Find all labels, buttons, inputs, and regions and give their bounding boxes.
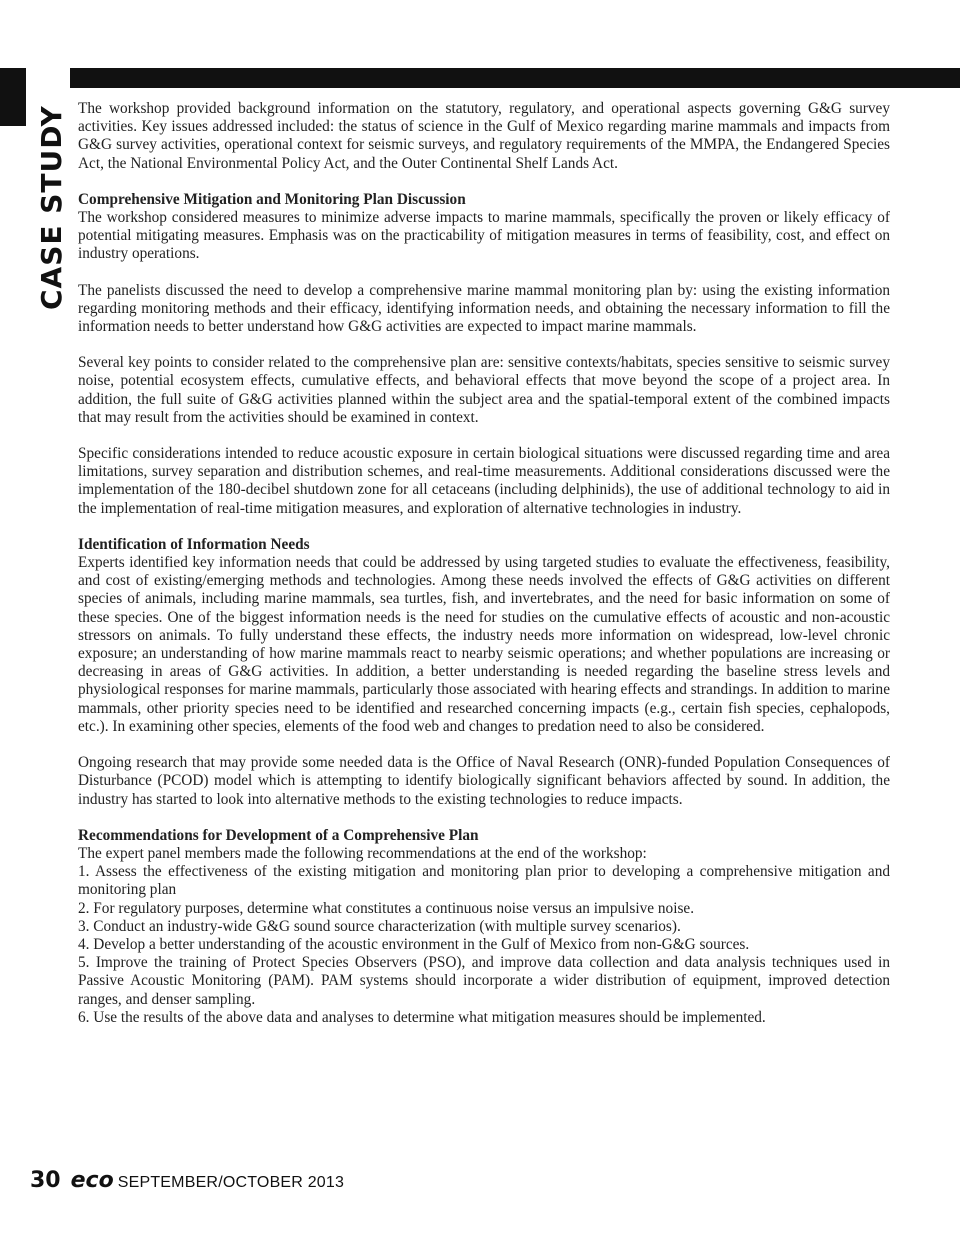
intro-paragraph: The workshop provided background information on the statutory, regulatory, and operational aspects governing G&G survey activities. Key issues addressed included: the status of science in the Gulf of Mexico regarding marine mammals and impacts from G&G survey activities, operational context for seismic surveys, and regulatory requirements of the MMPA, the Endangered Species Act, the National Environmental Policy Act, and the Outer Continental Shelf Lands Act. [78, 100, 890, 172]
header-rule [70, 68, 960, 88]
case-study-tab [0, 30, 66, 310]
list-item: 4. Develop a better understanding of the acoustic environment in the Gulf of Mexico from non-G&G sources. [78, 935, 750, 953]
magazine-logo: eco [70, 1168, 114, 1193]
recommendations-intro: The expert panel members made the following recommendations at the end of the workshop: [78, 844, 647, 862]
section-heading: Recommendations for Development of a Comprehensive Plan [78, 826, 479, 844]
paragraph: Specific considerations intended to reduce acoustic exposure in certain biological situations were discussed regarding time and area limitations, survey separation and distribution schemes, and real-time measurements. Additional considerations discussed were the implementation of the 180-decibel shutdown zone for all cetaceans (including delphinids), the use of additional technology to aid in the implementation of real-time mitigation measures, and exploration of alternative technologies in industry. [78, 445, 890, 517]
section-heading: Comprehensive Mitigation and Monitoring Plan Discussion [78, 190, 466, 208]
tab-marker [0, 68, 26, 126]
section-label: CASE STUDY [35, 105, 68, 310]
list-item: 1. Assess the effectiveness of the existing mitigation and monitoring plan prior to developing a comprehensive mitigation and monitoring plan [78, 863, 890, 899]
recommendations-list [78, 863, 890, 1027]
paragraph: Several key points to consider related to the comprehensive plan are: sensitive contexts/habitats, species sensitive to seismic survey noise, potential ecosystem effects, cumulative effects, and behavioral effects that move beyond the scope of a project area. In addition, the full suite of G&G activities planned within the subject area and the spatial-temporal extent of the combined impacts that may result from the activities should be examined in context. [78, 354, 890, 426]
information-needs-section [78, 536, 890, 736]
paragraph: The panelists discussed the need to develop a comprehensive marine mammal monitoring plan by: using the existing information regarding monitoring methods and their efficacy, identifying information needs, and obtaining the necessary information to fill the information needs to better understand how G&G activities are expected to impact marine mammals. [78, 281, 890, 336]
paragraph: Experts identified key information needs that could be addressed by using targeted studies to evaluate the effectiveness, feasibility, and cost of existing/emerging methods and technologies. Among these needs involved the effects of G&G activities on different species of animals, including marine mammals, sea turtles, fish, and invertebrates, and the need for basic information on some of these species. One of the biggest information needs is the need for studies on the cumulative effects of acoustic and non-acoustic stressors on animals. To fully understand these effects, the industry needs more information on widespread, low-level chronic exposure; an understanding of how marine mammals react to nearby seismic operations; and whether populations are increasing or decreasing in areas of G&G activities. In addition, a better understanding is needed regarding the baseline stress levels and physiological responses for marine mammals, particularly those associated with hearing effects and strandings. In addition to marine mammals, other priority species need to be identified and researched concerning impacts (e.g., certain fish species, cephalopods, etc.). In examining other species, elements of the food web and changes to predation need to also be considered. [78, 554, 890, 735]
list-item: 6. Use the results of the above data and analyses to determine what mitigation measures should be implemented. [78, 1008, 766, 1026]
issue-date: SEPTEMBER/OCTOBER 2013 [117, 1174, 345, 1191]
list-item: 2. For regulatory purposes, determine what constitutes a continuous noise versus an impulsive noise. [78, 899, 695, 917]
mitigation-section [78, 191, 890, 264]
list-item: 5. Improve the training of Protect Species Observers (PSO), and improve data collection and data analysis techniques used in Passive Acoustic Monitoring (PAM). PAM systems should incorporate a wider distribution of equipment, improved detection ranges, and denser sampling. [78, 954, 890, 1008]
page-number: 30 [30, 1168, 61, 1193]
page-footer [30, 1168, 344, 1194]
recommendations-section [78, 827, 890, 1027]
paragraph: Ongoing research that may provide some needed data is the Office of Naval Research (ONR)-funded Population Consequences of Disturbance (PCOD) model which is attempting to identify biologically significant behaviors affected by sound. In addition, the industry has started to look into alternative methods to the existing technologies to reduce impacts. [78, 754, 890, 808]
section-heading: Identification of Information Needs [78, 535, 310, 553]
article-body [78, 100, 890, 1027]
list-item: 3. Conduct an industry-wide G&G sound source characterization (with multiple survey scenarios). [78, 917, 681, 935]
paragraph: The workshop considered measures to minimize adverse impacts to marine mammals, specifically the proven or likely efficacy of potential mitigating measures. Emphasis was on the practicability of mitigation measures in terms of feasibility, cost, and effect on industry operations. [78, 209, 890, 263]
